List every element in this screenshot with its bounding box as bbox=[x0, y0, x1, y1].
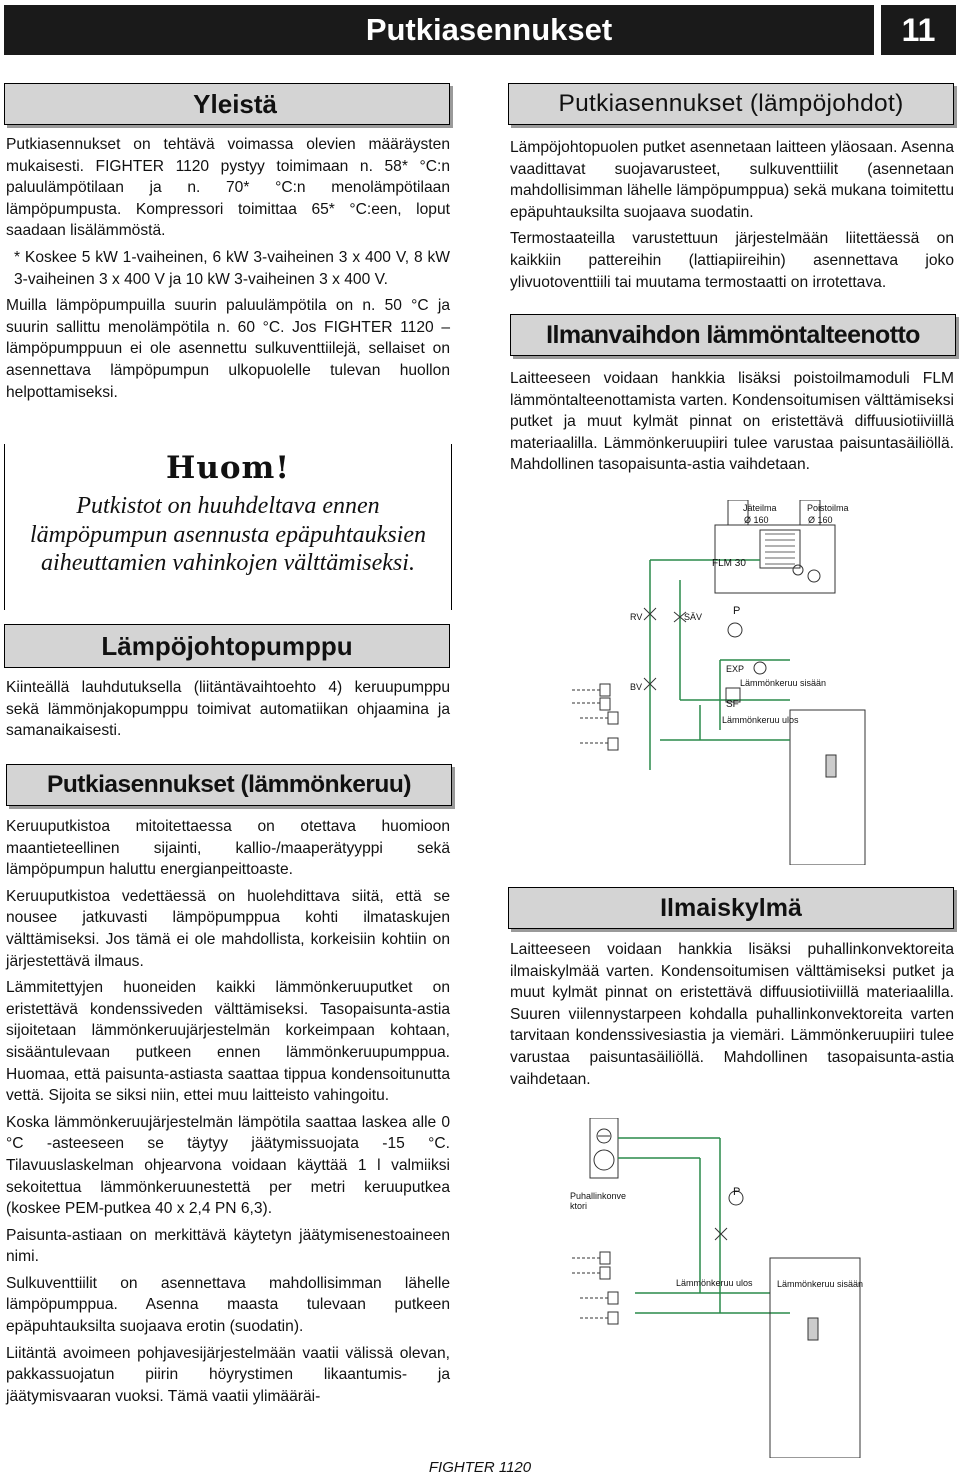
paragraph: Keruuputkistoa vedettäessä on huolehdittava siitä, että se nousee jatkuvasti lämpöpumppua kohti ilmataskujen välttämiseksi. Jos tämä ei ole mahdollista, korkeisiin kohtiin on järjestettävä ilmaus. bbox=[6, 887, 450, 970]
section-heading-yleista bbox=[4, 83, 450, 125]
label-out2: Lämmönkeruu ulos bbox=[676, 1278, 753, 1288]
label-sf: SF bbox=[726, 699, 739, 710]
ventilation-diagram bbox=[560, 500, 900, 865]
label-fan-coil: Puhallinkonve ktori bbox=[570, 1191, 627, 1211]
paragraph: Laitteeseen voidaan hankkia lisäksi poistoilmamoduli FLM lämmöntalteenottamista varten. Kondensoitumisen välttämiseksi putket ja muut kylmät pinnat on eristettävä diffuusiotiiviillä materiaalilla. Lämmönkeruupiiri tulee varustaa paisuntasäiliöllä. Mahdollinen tasopaisunta-astia vaihdetaan. bbox=[510, 370, 954, 474]
label-in2: Lämmönkeruu sisään bbox=[777, 1279, 864, 1289]
paragraph: Termostaateilla varustettuun järjestelmään liitettäessä on kaikkiin pattereihin (lattiapiireihin) asennettava joko ylivuotoventtiili tai muutama termostaatti on irrotettava. bbox=[510, 230, 954, 291]
note-text: Putkistot on huuhdeltava ennen lämpöpumpun asennusta epäpuhtauksien aiheuttamien vahinkojen välttämiseksi. bbox=[30, 493, 426, 576]
paragraph: Liitäntä avoimeen pohjavesijärjestelmään vaatii välissä olevan, pakkassuojatun piirin höyrystimen likaantumis- ja jäätymisvaaran vuoksi. Tämä vaatii ylimääräi- bbox=[6, 1344, 450, 1405]
section-heading-ilmaiskylma bbox=[508, 887, 954, 929]
label-poistoilma: Poistoilma bbox=[807, 503, 849, 513]
label-bv: BV bbox=[630, 682, 643, 692]
paragraph: Keruuputkistoa mitoitettaessa on otettava huomioon maantieteellinen sijainti, kallio-/maaperätyyppi sekä lämpöpumpun haluttu energianpeittoaste. bbox=[6, 818, 450, 879]
heading-text: Lämpöjohtopumppu bbox=[101, 630, 353, 661]
page-number: 11 bbox=[881, 5, 956, 55]
paragraph: Paisunta-astiaan on merkittävä käytetyn jäätymisenestoaineen nimi. bbox=[6, 1226, 450, 1266]
label-in: Lämmönkeruu sisään bbox=[740, 678, 827, 688]
lammonkeruu-text bbox=[6, 816, 450, 1412]
fan-coil-unit bbox=[590, 1118, 618, 1178]
section-heading-lammonkeruu bbox=[6, 764, 452, 806]
label-p2: P bbox=[733, 1186, 741, 1198]
exp-tank bbox=[754, 662, 766, 674]
label-sav: SÄV bbox=[684, 612, 703, 622]
footer-model: FIGHTER 1120 bbox=[428, 1459, 532, 1476]
paragraph: Laitteeseen voidaan hankkia lisäksi puhallinkonvektoreita ilmaiskylmää varten. Kondensoitumisen välttämiseksi putket ja muut kylmät pinnat on eristettävä diffuusiotiiviillä materiaalilla. Suuren viilennystarpeen kohdalla puhallinkonvektoreita varten tarvitaan kondenssivesiastia ja viemäri. Lämmönkeruupiiri tulee varustaa paisuntasäiliöllä. Mahdollinen tasopaisunta-astia vaihdetaan. bbox=[510, 941, 954, 1088]
label-out: Lämmönkeruu ulos bbox=[722, 715, 799, 725]
label-rv: RV bbox=[630, 612, 643, 622]
note-box bbox=[4, 444, 452, 610]
label-exp: EXP bbox=[726, 664, 745, 674]
paragraph: Sulkuventtiilit on asennettava mahdollisimman lähelle lämpöpumppua. Asenna maasta tulevaan putkeen epäpuhtauksilta suojaava erotin (suodatin). bbox=[6, 1274, 450, 1336]
heading-text: Putkiasennukset (lämpöjohdot) bbox=[558, 90, 904, 117]
paragraph: Kiinteällä lauhdutuksella (liitäntävaihtoehto 4) keruupumppu sekä lämmönjakopumppu toimivat automatiikan ohjaamina ja samanaikaisesti. bbox=[6, 679, 450, 740]
paragraph: * Koskee 5 kW 1-vaiheinen, 6 kW 3-vaiheinen 3 x 400 V, 8 kW 3-vaiheinen 3 x 400 V ja 10 kW 3-vaiheinen 3 x 400 V. bbox=[14, 248, 450, 288]
page-title: Putkiasennukset bbox=[4, 5, 874, 55]
label-flm: FLM 30 bbox=[712, 558, 746, 569]
section-heading-lampojohdot bbox=[508, 83, 954, 125]
section-heading-ilmanvaihto bbox=[510, 314, 956, 356]
label-jateilma-dim: Ø 160 bbox=[744, 515, 769, 525]
label-p: P bbox=[733, 605, 741, 617]
note-title: Huom! bbox=[166, 450, 290, 486]
label-poistoilma-dim: Ø 160 bbox=[808, 515, 833, 525]
heading-text: Ilmanvaihdon lämmöntalteenotto bbox=[546, 320, 920, 349]
heading-text: Putkiasennukset (lämmönkeruu) bbox=[47, 771, 411, 798]
section-heading-lampojohtopumppu bbox=[4, 624, 450, 668]
flm-coil bbox=[760, 530, 800, 568]
paragraph: Muilla lämpöpumpuilla suurin paluulämpötila on n. 50 °C ja suurin sallittu menolämpötila n. 60 °C. Jos FIGHTER 1120 –lämpöpumppuun ei ole asennettu sulkuventtiilejä, sellaiset on asennettava lämpöpumpun ulkopuolelle tulevan huollon helpottamiseksi. bbox=[6, 297, 450, 401]
paragraph: Putkiasennukset on tehtävä voimassa olevien määräysten mukaisesti. FIGHTER 1120 pystyy toimimaan n. 58* °C:n paluulämpötilaan ja n. 70* °C:n menolämpötilaan lämpöpumpusta. Kompressori toimittaa 65* °C:een, loput saadaan lisälämmöstä. bbox=[6, 136, 450, 240]
pump-p bbox=[728, 623, 742, 637]
ilmanvaihto-text bbox=[510, 368, 954, 481]
heat-pump-cabinet bbox=[790, 710, 865, 865]
label-jateilma: Jäteilma bbox=[743, 503, 777, 513]
paragraph: Lämpöjohtopuolen putket asennetaan laitteen yläosaan. Asenna vaadittavat suojavarusteet, sulkuventtiilit (asennetaan mahdollisimman lähelle lämpöpumppua) sekä mukana toimitettu epäpuhtauksilta suojaava suodatin. bbox=[510, 139, 954, 221]
lampojohtopumppu-text bbox=[6, 677, 450, 747]
heading-text: Yleistä bbox=[193, 88, 277, 119]
lampojohdot-text bbox=[510, 137, 954, 298]
yleista-text bbox=[6, 134, 450, 408]
paragraph: Koska lämmönkeruujärjestelmän lämpötila saattaa laskea alle 0 °C -asteeseen se täytyy jäätymissuojata -15 °C. Tilavuuslaskelman ohjearvona voidaan käyttää 1 l valmiiksi sekoitettua lämmönkeruunestettä per metri keruuputkea (koskee PEM-putkea 40 x 2,4 PN 6,3). bbox=[6, 1113, 450, 1218]
paragraph: Lämmitettyjen huoneiden kaikki lämmönkeruuputket on eristettävä kondenssiveden välttämiseksi. Tasopaisunta-astia sijoitetaan lämmönkeruujärjestelmän korkeimpaan kohtaan, sisääntulevaan putkeen ennen lämmönkeruupumppua. Huomaa, että paisunta-astiasta saattaa tippua kondensoitunutta vettä. Sijoita se siksi niin, ettei muu laitteisto vahingoitu. bbox=[6, 979, 450, 1105]
ilmaiskylma-text bbox=[510, 939, 954, 1095]
heading-text: Ilmaiskylmä bbox=[660, 893, 802, 922]
